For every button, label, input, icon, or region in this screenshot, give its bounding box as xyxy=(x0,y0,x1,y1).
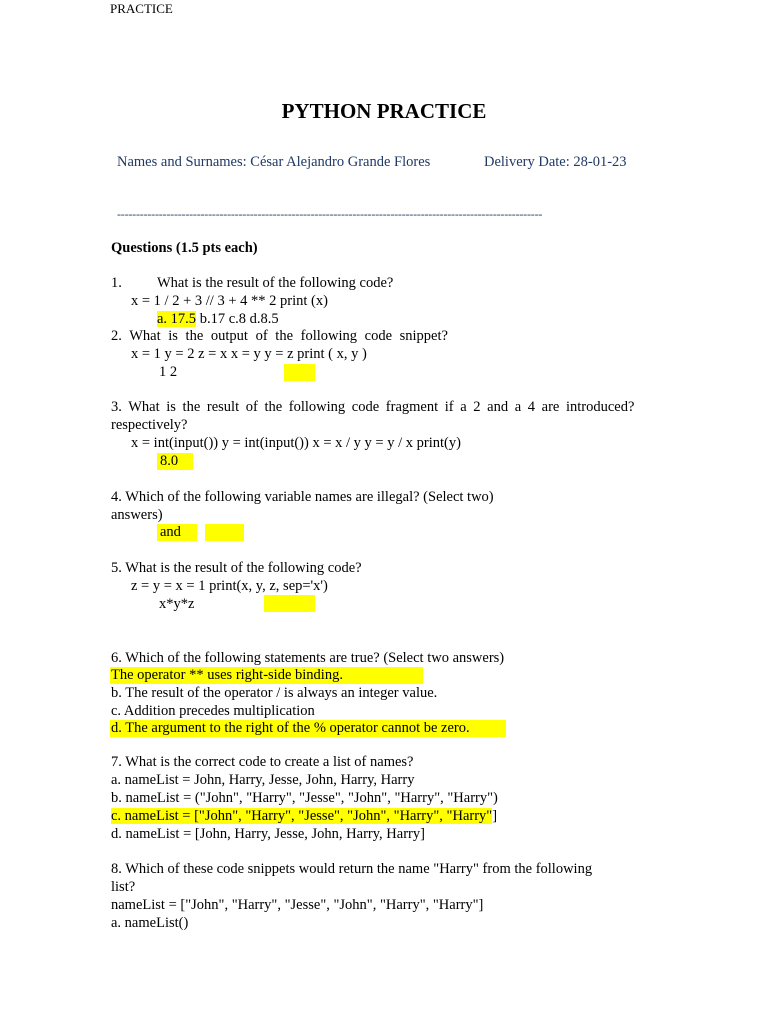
q4-text-line1: 4. Which of the following variable names are illegal? (Select two) xyxy=(111,489,494,505)
q1-other-options: b.17 c.8 d.8.5 xyxy=(196,311,279,327)
q2-answer: 1 2 xyxy=(159,364,178,380)
q1-code: x = 1 / 2 + 3 // 3 + 4 ** 2 print (x) xyxy=(131,293,328,309)
separator-line: ---------------------------------------------------------------------------------------------------------------- xyxy=(117,207,543,221)
q8-code: nameList = ["John", "Harry", "Jesse", "John", "Harry", "Harry"] xyxy=(111,897,484,913)
q5-text: 5. What is the result of the following code? xyxy=(111,560,362,576)
q3-text-line1: 3. What is the result of the following code fragment if a 2 and a 4 are introduced? xyxy=(111,399,635,415)
q2-code: x = 1 y = 2 z = x x = y y = z print ( x, y ) xyxy=(131,346,367,362)
q8-option-a: a. nameList() xyxy=(111,915,189,931)
q4-text-line2: answers) xyxy=(111,507,163,523)
q7-text: 7. What is the correct code to create a list of names? xyxy=(111,754,414,770)
q1-options xyxy=(157,311,279,328)
q5-answer: x*y*z xyxy=(159,596,195,612)
questions-heading: Questions (1.5 pts each) xyxy=(111,240,258,256)
q8-text-line1: 8. Which of these code snippets would return the name "Harry" from the following xyxy=(111,861,593,877)
q5-highlight-block xyxy=(264,595,315,612)
q1-number: 1. xyxy=(111,275,122,291)
q8-text-line2: list? xyxy=(111,879,136,895)
q7-option-c xyxy=(111,808,497,825)
page-title: PYTHON PRACTICE xyxy=(281,99,487,123)
names-line: Names and Surnames: César Alejandro Grande Flores xyxy=(117,154,431,170)
q5-code: z = y = x = 1 print(x, y, z, sep='x') xyxy=(131,578,328,594)
q4-highlight-block-2 xyxy=(205,524,244,541)
q3-text-line2: respectively? xyxy=(111,417,188,433)
q6-option-d: d. The argument to the right of the % operator cannot be zero. xyxy=(111,720,470,736)
q6-option-c: c. Addition precedes multiplication xyxy=(111,703,315,719)
q7-option-c-bracket: ] xyxy=(492,808,498,824)
q7-option-a: a. nameList = John, Harry, Jesse, John, Harry, Harry xyxy=(111,772,415,788)
q2-text: 2. What is the output of the following code snippet? xyxy=(111,328,448,344)
q7-option-c-highlight: c. nameList = ["John", "Harry", "Jesse", "John", "Harry", "Harry" xyxy=(111,808,493,824)
running-head: PRACTICE xyxy=(110,1,173,16)
q6-option-b: b. The result of the operator / is always an integer value. xyxy=(111,685,438,701)
q3-code: x = int(input()) y = int(input()) x = x / y y = y / x print(y) xyxy=(131,435,461,451)
q7-option-d: d. nameList = [John, Harry, Jesse, John, Harry, Harry] xyxy=(111,826,425,842)
q6-text: 6. Which of the following statements are true? (Select two answers) xyxy=(111,650,505,666)
q2-highlight-block xyxy=(284,364,315,381)
q1-text: What is the result of the following code? xyxy=(157,275,394,291)
delivery-date: Delivery Date: 28-01-23 xyxy=(484,154,627,170)
q6-option-a: The operator ** uses right-side binding. xyxy=(111,667,343,683)
q4-answer-and: and xyxy=(160,524,181,540)
q3-answer: 8.0 xyxy=(160,453,179,469)
q1-answer-highlight: a. 17.5 xyxy=(157,311,197,327)
q7-option-b: b. nameList = ("John", "Harry", "Jesse", "John", "Harry", "Harry") xyxy=(111,790,498,806)
